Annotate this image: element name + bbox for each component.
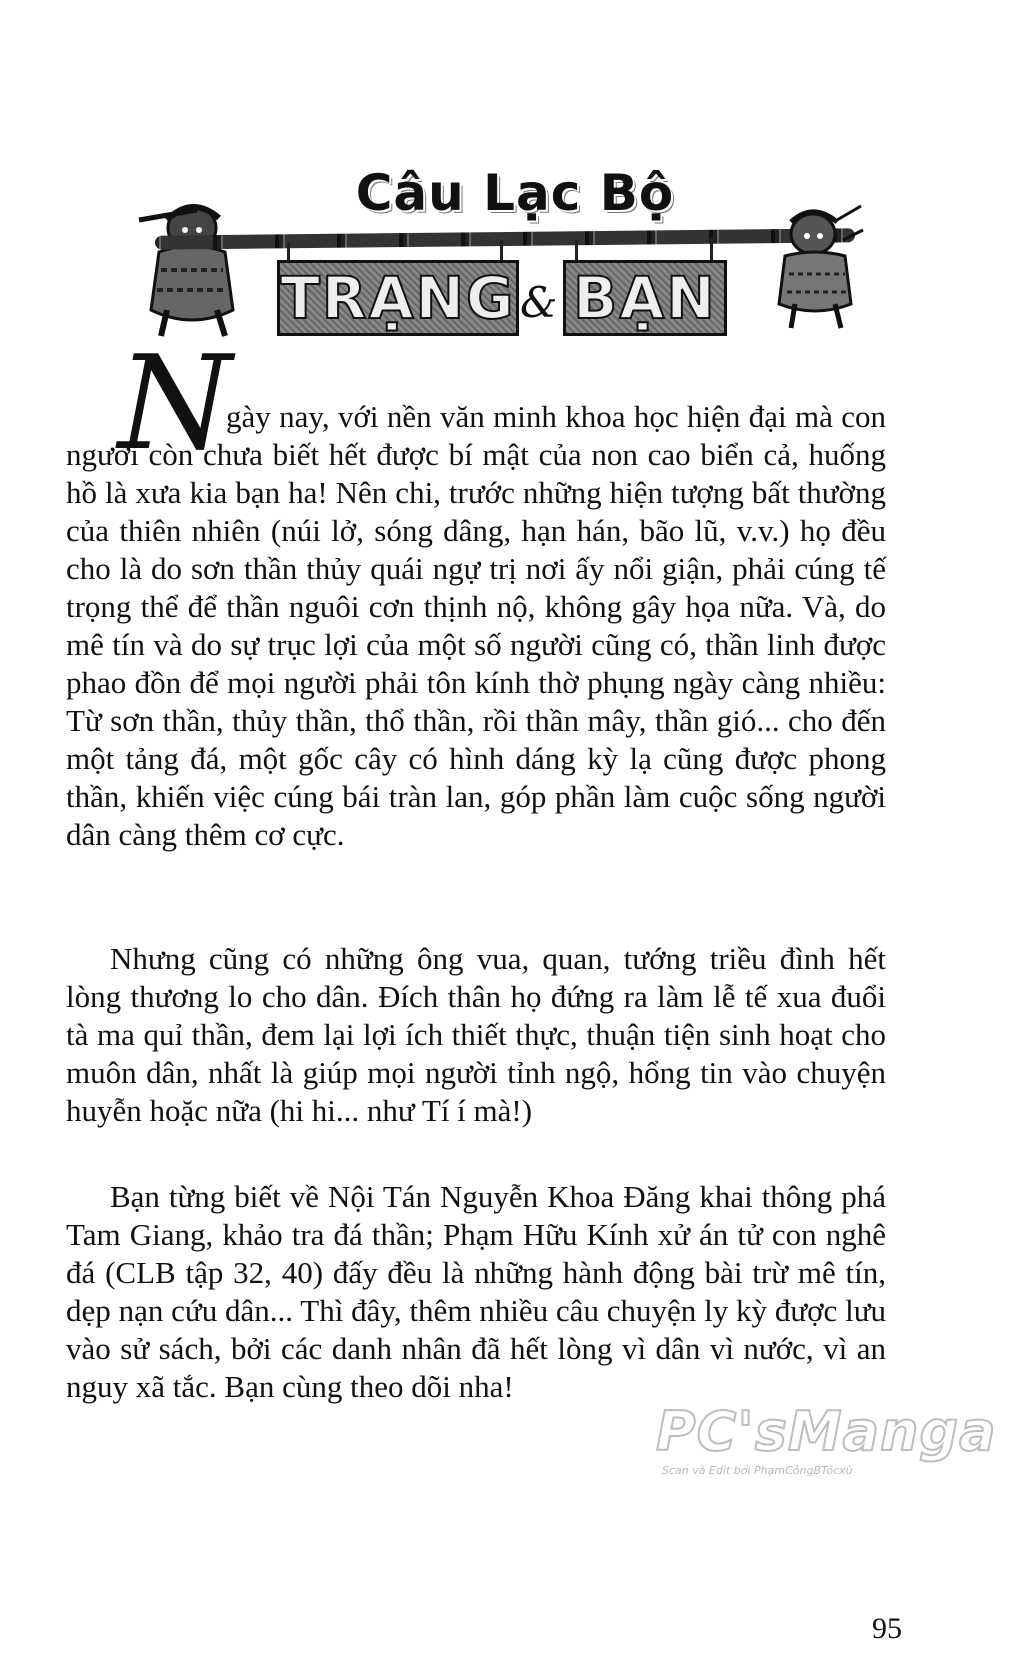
rope-mid-right: [575, 240, 578, 262]
paragraph-3: Bạn từng biết về Nội Tán Nguyễn Khoa Đăng khai thông phá Tam Giang, khảo tra đá thần; Phạm Hữu Kính xử án tử con nghê đá (CLB tập 32, 40) đấy đều là những hành động bài trừ mê tín, dẹp nạn cứu dân... Thì đây, thêm nhiều câu chuyện ly kỳ được lưu vào sử sách, bởi các danh nhân đã hết lòng vì dân vì nước, vì an nguy xã tắc. Bạn cùng theo dõi nha!: [66, 1179, 886, 1404]
banner-title: Câu Lạc Bộ: [355, 164, 675, 222]
right-character-illustration: [765, 200, 865, 330]
scan-watermark: [648, 1400, 997, 1480]
banner-ampersand: &: [520, 278, 558, 327]
paragraph-2: Nhưng cũng có những ông vua, quan, tướng triều đình hết lòng thương lo cho dân. Đích thân họ đứng ra làm lễ tế xua đuổi tà ma quỉ thần, đem lại lợi ích thiết thực, thuận tiện sinh hoạt cho muôn dân, nhất là giúp mọi người tỉnh ngộ, hổng tin vào chuyện huyễn hoặc nữa (hi hi... như Tí í mà!): [66, 941, 886, 1128]
sign-ban: BẠN: [563, 260, 727, 336]
watermark-credit: Scan và Edit bởi PhạmCôngBTócxù: [662, 1464, 853, 1477]
page-number: 95: [872, 1612, 902, 1645]
rope-mid-left: [500, 240, 503, 262]
drop-cap: N: [118, 327, 232, 479]
left-character-illustration: [137, 190, 247, 340]
paragraph-1: gày nay, với nền văn minh khoa học hiện đại mà con người còn chưa biết hết được bí mật của non cao biển cả, huống hồ là xưa kia bạn ha! Nên chi, trước những hiện tượng bất thường của thiên nhiên (núi lở, sóng dâng, hạn hán, bão lũ, v.v.) họ đều cho là do sơn thần thủy quái ngự trị nơi ấy nổi giận, phải cúng tế trọng thể để thần nguôi cơn thịnh nộ, không gây họa nữa. Và, do mê tín và do sự trục lợi của một số người cũng có, thần linh được phao đồn để mọi người phải tôn kính thờ phụng ngày càng nhiều: Từ sơn thần, thủy thần, thổ thần, rồi thần mây, thần gió... cho đến một tảng đá, một gốc cây có hình dáng kỳ lạ cũng được phong thần, khiến việc cúng bái tràn lan, góp phần làm cuộc sống người dân càng thêm cơ cực.: [66, 399, 886, 852]
watermark-logo-text: PC'sManga: [656, 1400, 997, 1463]
sign-trang: TRẠNG: [277, 260, 519, 336]
bamboo-pole: [155, 228, 855, 249]
header-banner: [145, 150, 915, 350]
rope-right: [710, 238, 713, 262]
